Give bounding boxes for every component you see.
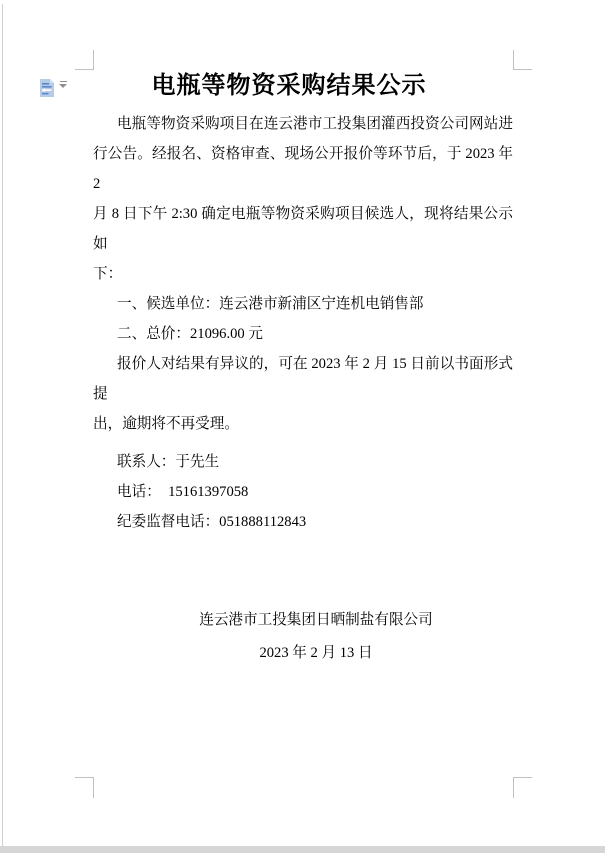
contact-line: 联系人：于先生	[117, 454, 220, 470]
margin-cropmark-top-left	[75, 50, 94, 70]
body-line: 电瓶等物资采购项目在连云港市工投集团灌西投资公司网站进	[117, 116, 513, 132]
body-line: 行公告。经报名、资格审查、现场公开报价等环节后，于 2023 年 2	[93, 146, 513, 192]
candidate-line: 一、候选单位：连云港市新浦区宁连机电销售部	[117, 296, 424, 312]
phone-line: 电话： 15161397058	[117, 484, 249, 500]
total-price-line: 二、总价：21096.00 元	[117, 326, 263, 342]
margin-cropmark-bottom-right	[513, 777, 532, 798]
objection-line: 报价人对结果有异议的，可在 2023 年 2 月 15 日前以书面形式提	[93, 356, 513, 402]
paste-options-icon	[36, 76, 58, 98]
paste-options-button[interactable]	[36, 76, 70, 98]
dropdown-caret-icon[interactable]	[59, 81, 68, 89]
supervision-phone-line: 纪委监督电话：051888112843	[117, 514, 307, 530]
signature-block	[93, 605, 513, 668]
body-line: 下：	[93, 266, 123, 282]
signature-company: 连云港市工投集团日晒制盐有限公司	[199, 612, 433, 628]
body-line: 月 8 日下午 2:30 确定电瓶等物资采购项目候选人，现将结果公示如	[93, 206, 513, 252]
document-title: 电瓶等物资采购结果公示	[151, 72, 427, 99]
margin-cropmark-bottom-left	[75, 777, 94, 798]
page-bottom-gap	[0, 846, 605, 853]
margin-cropmark-top-right	[513, 50, 532, 70]
signature-date: 2023 年 2 月 13 日	[259, 645, 373, 661]
page-left-edge	[2, 4, 3, 846]
document-content	[93, 69, 513, 668]
objection-line: 出，逾期将不再受理。	[93, 416, 239, 432]
